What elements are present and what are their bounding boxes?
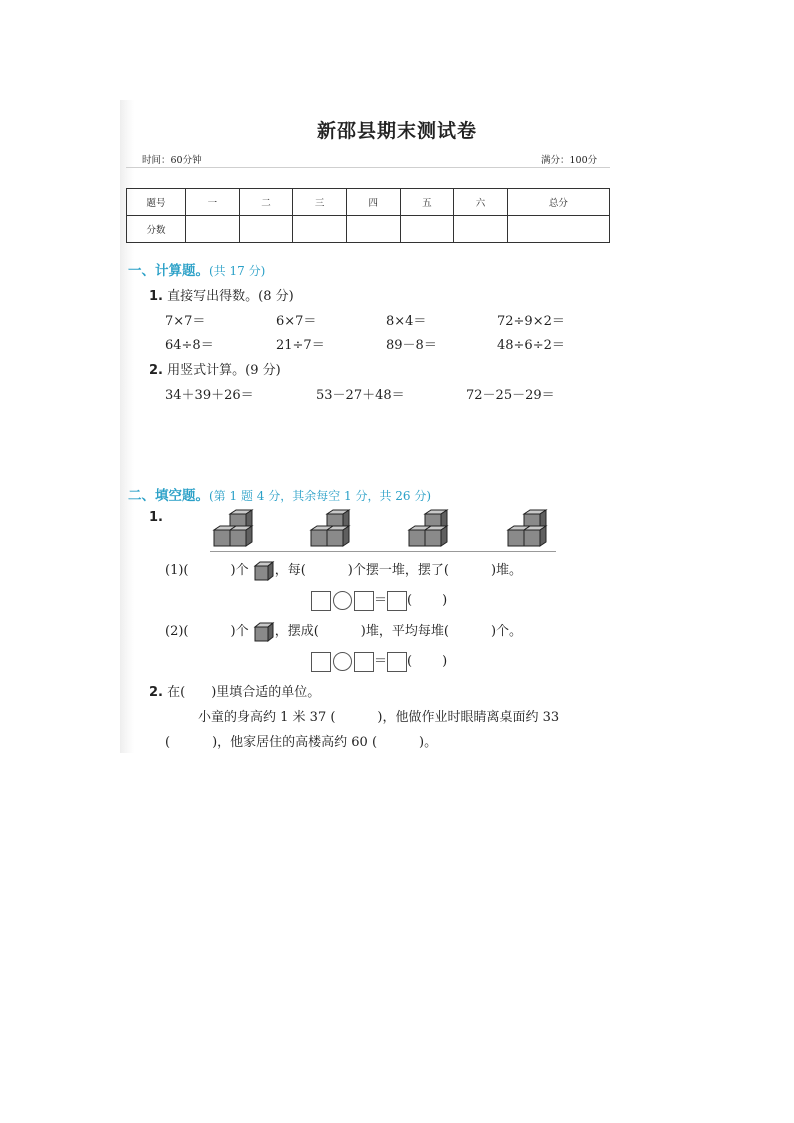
score-table-score-row <box>127 216 610 243</box>
score-input-cell[interactable] <box>186 216 240 243</box>
s1-q1-row2-item: 48÷6÷2＝ <box>497 338 565 353</box>
cube-stack-icon <box>405 508 451 550</box>
score-table-header-row <box>127 189 610 216</box>
cube-stack-icon <box>504 508 550 550</box>
cube-icon <box>253 621 275 643</box>
s1-q1-row1-item: 8×4＝ <box>386 314 427 329</box>
cube-stack-icon <box>210 508 256 550</box>
s1-q2-item: 72－25－29＝ <box>466 388 555 403</box>
header-divider <box>126 167 610 168</box>
s2-q1-equation1: ＝ ( ) <box>311 589 447 611</box>
exam-title: 新邵县期末测试卷 <box>316 120 477 142</box>
operator-circle[interactable] <box>333 591 352 610</box>
s1-q1-row2-item: 21÷7＝ <box>276 338 325 353</box>
s2-q1-part2: (2)( )个 ，摆成( )堆，平均每堆( )个。 <box>165 620 522 643</box>
equation-box[interactable] <box>387 591 407 611</box>
equation-box[interactable] <box>311 652 331 672</box>
score-table-cell: 三 <box>293 189 347 216</box>
section2-heading: 二、填空题。(第 1 题 4 分，其余每空 1 分，共 26 分) <box>128 488 432 504</box>
s1-q2-prompt: 2. 用竖式计算。(9 分) <box>149 363 281 378</box>
equation-box[interactable] <box>387 652 407 672</box>
s2-q1-number: 1. <box>149 510 163 525</box>
score-table-cell: 四 <box>346 189 400 216</box>
score-table-cell: 五 <box>400 189 454 216</box>
score-input-cell[interactable] <box>454 216 508 243</box>
exam-time: 时间：60分钟 <box>142 155 202 166</box>
cube-baseline <box>210 551 556 552</box>
score-input-cell[interactable] <box>293 216 347 243</box>
score-table-cell: 总分 <box>507 189 609 216</box>
cube-stack-icon <box>307 508 353 550</box>
score-input-cell[interactable] <box>239 216 293 243</box>
exam-full-score: 满分：100分 <box>541 155 598 166</box>
s1-q1-row1-item: 7×7＝ <box>165 314 206 329</box>
section1-heading: 一、计算题。(共 17 分) <box>128 263 266 279</box>
s1-q1-row2-item: 89－8＝ <box>386 338 437 353</box>
s2-q2-prompt: 2. 在( )里填合适的单位。 <box>149 685 321 700</box>
score-table-cell: 题号 <box>127 189 186 216</box>
score-table <box>126 188 610 243</box>
score-row-label: 分数 <box>127 216 186 243</box>
score-input-cell[interactable] <box>346 216 400 243</box>
operator-circle[interactable] <box>333 652 352 671</box>
s1-q1-prompt: 1. 直接写出得数。(8 分) <box>149 289 294 304</box>
equation-box[interactable] <box>311 591 331 611</box>
score-table-cell: 二 <box>239 189 293 216</box>
equation-box[interactable] <box>354 591 374 611</box>
cube-icon <box>253 560 275 582</box>
score-table-cell: 一 <box>186 189 240 216</box>
s1-q1-row2-item: 64÷8＝ <box>165 338 214 353</box>
s1-q2-item: 34＋39＋26＝ <box>165 388 254 403</box>
score-input-cell[interactable] <box>400 216 454 243</box>
s2-q2-paragraph-line2: ( )，他家居住的高楼高约 60 ( )。 <box>165 735 438 750</box>
s1-q1-row1-item: 6×7＝ <box>276 314 317 329</box>
s2-q1-equation2: ＝ ( ) <box>311 650 447 672</box>
score-input-cell[interactable] <box>507 216 609 243</box>
s2-q2-paragraph-line1: 小童的身高约 1 米 37 ( )，他做作业时眼睛离桌面约 33 <box>198 710 560 725</box>
s1-q2-item: 53－27＋48＝ <box>316 388 405 403</box>
equation-box[interactable] <box>354 652 374 672</box>
score-table-cell: 六 <box>454 189 508 216</box>
s1-q1-row1-item: 72÷9×2＝ <box>497 314 565 329</box>
s2-q1-part1: (1)( )个 ，每( )个摆一堆，摆了( )堆。 <box>165 559 522 582</box>
